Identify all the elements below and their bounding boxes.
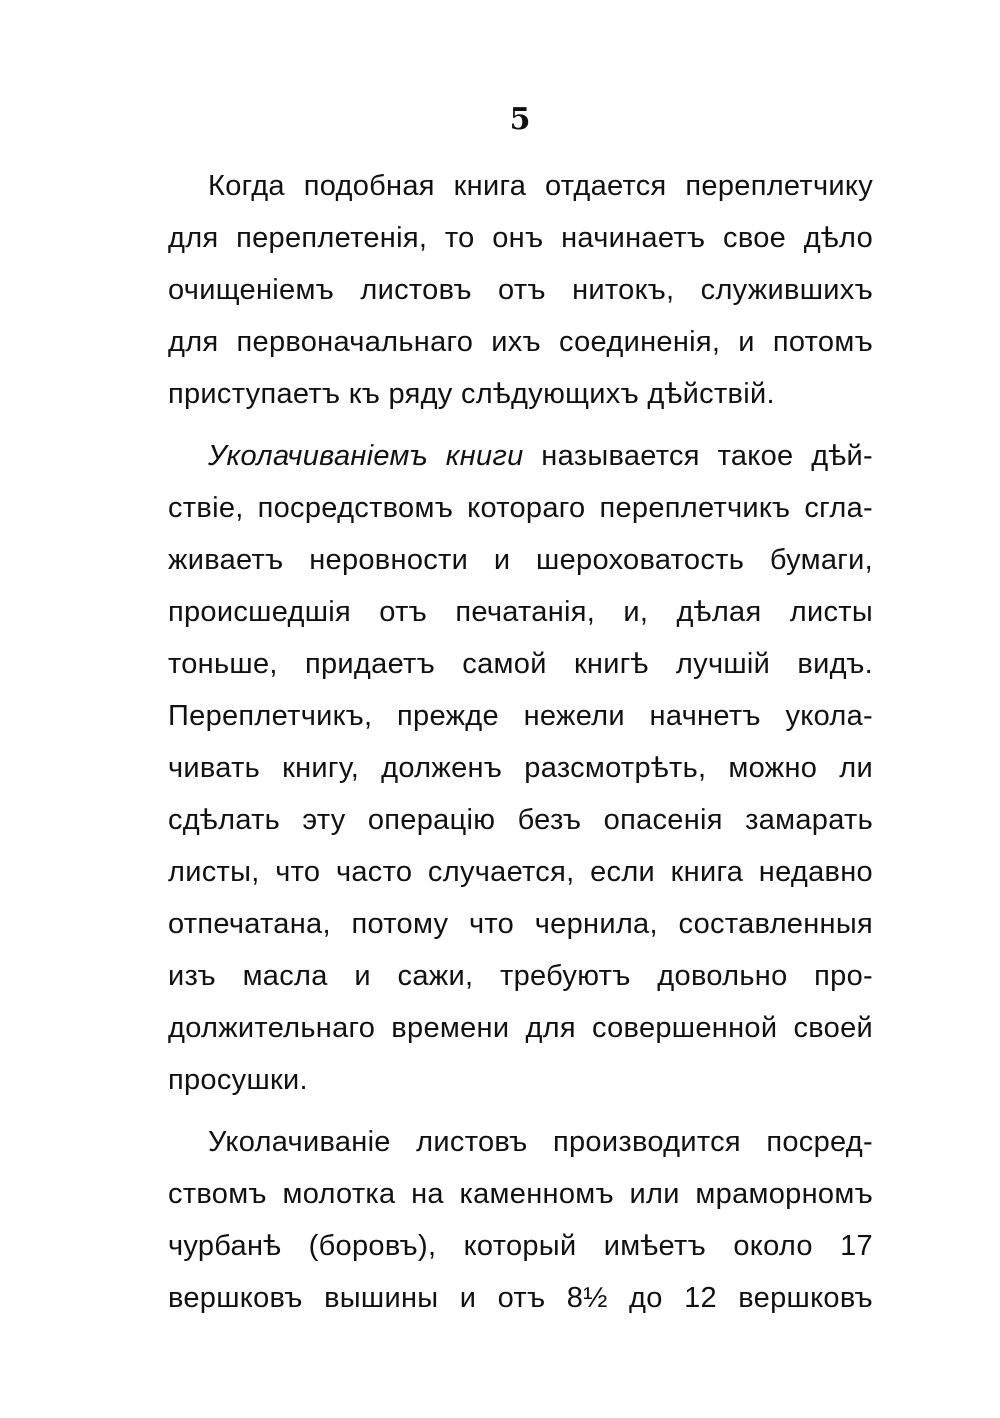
text-line: чурбанѣ (боровъ), который имѣетъ около 17 bbox=[168, 1230, 873, 1262]
text-line: Когда подобная книга отдается переплетчику bbox=[208, 170, 873, 202]
text-line: изъ масла и сажи, требуютъ довольно про- bbox=[168, 960, 873, 992]
text-line: просушки. bbox=[168, 1064, 308, 1096]
text-line: для первоначальнаго ихъ соединенія, и потомъ bbox=[168, 326, 873, 358]
text-line: чивать книгу, долженъ разсмотрѣть, можно ли bbox=[168, 752, 873, 784]
paragraph-1 bbox=[168, 160, 873, 420]
text-line: ствомъ молотка на каменномъ или мраморномъ bbox=[168, 1178, 873, 1210]
paragraph-3 bbox=[168, 1116, 873, 1324]
text-line: сдѣлать эту операцію безъ опасенія замарать bbox=[168, 804, 873, 836]
page-number: 5 bbox=[509, 102, 531, 137]
text-line: листы, что часто случается, если книга недавно bbox=[168, 856, 873, 888]
text-line: ствіе, посредствомъ котораго переплетчикъ сгла- bbox=[168, 492, 873, 524]
line-rest: называется такое дѣй- bbox=[523, 440, 873, 472]
text-line: должительнаго времени для совершенной своей bbox=[168, 1012, 873, 1044]
text-line: отпечатана, потому что чернила, составленныя bbox=[168, 908, 873, 940]
text-line: живаетъ неровности и шероховатость бумаги, bbox=[168, 544, 873, 576]
paragraph-2 bbox=[168, 430, 873, 1106]
text-line: Переплетчикъ, прежде нежели начнетъ укола- bbox=[168, 700, 873, 732]
text-line bbox=[168, 430, 873, 482]
text-line: очищеніемъ листовъ отъ нитокъ, служившихъ bbox=[168, 274, 873, 306]
text-line: происшедшія отъ печатанія, и, дѣлая листы bbox=[168, 596, 873, 628]
text-line: для переплетенія, то онъ начинаетъ свое дѣло bbox=[168, 222, 873, 254]
italic-term: Уколачиваніемъ книги bbox=[208, 440, 524, 472]
text-line: приступаетъ къ ряду слѣдующихъ дѣйствій. bbox=[168, 378, 775, 410]
text-line: тоньше, придаетъ самой книгѣ лучшій видъ. bbox=[168, 648, 873, 680]
text-line: Уколачиваніе листовъ производится посред- bbox=[208, 1126, 873, 1158]
text-line: вершковъ вышины и отъ 8½ до 12 вершковъ bbox=[168, 1282, 873, 1314]
body-text bbox=[168, 160, 873, 1324]
